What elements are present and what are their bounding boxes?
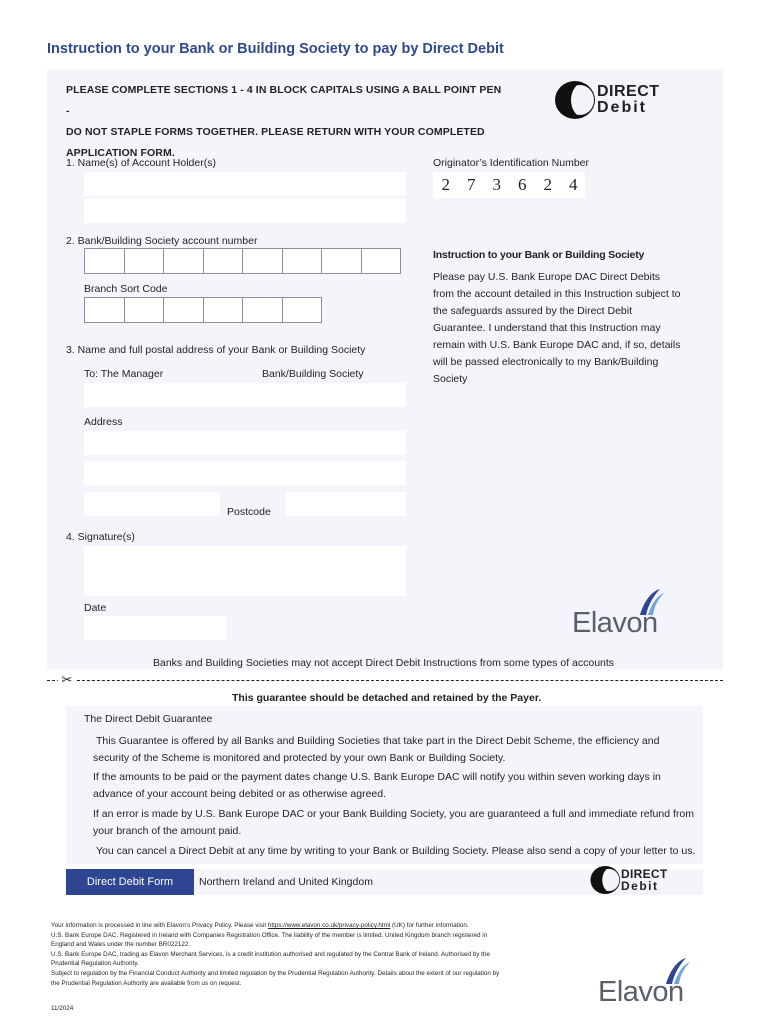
elavon-logo-footer-text: Elavon [598, 976, 684, 1008]
direct-debit-mark-icon [553, 79, 599, 121]
footer-line-3: England and Wales under the number BR022122. [51, 941, 191, 949]
sort-code-digit-box[interactable] [282, 297, 323, 323]
guarantee-paragraph-2: If the amounts to be paid or the payment dates change U.S. Bank Europe DAC will notify you within seven working days in advance of your account being debited or as otherwise agreed. [93, 771, 661, 800]
banks-note: Banks and Building Societies may not accept Direct Debit Instructions from some types of accounts [153, 657, 615, 669]
footer-line-5: Prudential Regulation Authority. [51, 960, 139, 968]
direct-debit-small-line1: DIRECT [621, 867, 668, 881]
sort-code-digit-box[interactable] [242, 297, 283, 323]
address-field-2[interactable] [84, 461, 406, 485]
instructions-line-2: DO NOT STAPLE FORMS TOGETHER. PLEASE RETURN WITH YOUR COMPLETED [66, 126, 485, 138]
guarantee-heading: The Direct Debit Guarantee [84, 713, 213, 725]
footer-text [51, 921, 521, 988]
account-number-digit-box[interactable] [321, 248, 362, 274]
postcode-field[interactable] [286, 492, 406, 516]
section3-label: 3. Name and full postal address of your Bank or Building Society [66, 344, 366, 356]
footer-date-code: 11/2024 [51, 1005, 74, 1012]
originator-digit: 2 [441, 175, 450, 194]
account-number-digit-box[interactable] [242, 248, 283, 274]
footer-line-2: U.S. Bank Europe DAC. Registered in Ireland with Companies Registration Office. The liability of the member is limited. United Kingdom branch registered in [51, 931, 488, 939]
direct-debit-logo-line2: Debit [597, 99, 647, 116]
footer-line-6: Subject to regulation by the Financial Conduct Authority and limited regulation by the Prudential Regulation Authority. Details about the extent of our regulation by [51, 969, 500, 977]
section2-label: 2. Bank/Building Society account number [66, 235, 258, 247]
direct-debit-logo-small [589, 864, 667, 896]
direct-debit-small-line2: Debit [621, 879, 659, 893]
footer-line-1 [51, 921, 521, 931]
direct-debit-logo-line1: DIRECT [597, 83, 660, 100]
account-number-digit-box[interactable] [163, 248, 204, 274]
instruction-heading: Instruction to your Bank or Building Society [433, 249, 645, 261]
direct-debit-mark-icon [589, 864, 623, 896]
to-manager-label: To: The Manager [84, 368, 164, 380]
originator-id-label: Originator’s Identification Number [433, 157, 590, 169]
detach-note: This guarantee should be detached and retained by the Payer. [232, 692, 542, 704]
account-holder-name-field-1[interactable] [84, 172, 406, 196]
form-region-label: Northern Ireland and United Kingdom [199, 876, 373, 888]
direct-debit-form-tab: Direct Debit Form [66, 869, 194, 895]
account-holder-name-field-2[interactable] [84, 199, 406, 223]
instructions-line-3: APPLICATION FORM. [66, 147, 175, 159]
instruction-body: Please pay U.S. Bank Europe DAC Direct Debits from the account detailed in this Instruction subject to the safeguards assured by the Direct Debit Guarantee. I understand that this Instruction may remain with U.S. Bank Europe DAC and, if so, details will be passed electronically to my Bank/Building Society [433, 271, 681, 385]
account-number-boxes [84, 248, 400, 274]
guarantee-paragraph-1: This Guarantee is offered by all Banks and Building Societies that take part in the Direct Debit Scheme, the efficiency and security of the Scheme is monitored and protected by your own Bank or Building Society. [93, 735, 660, 764]
sort-code-label: Branch Sort Code [84, 283, 168, 295]
privacy-policy-link[interactable]: https://www.elavon.co.uk/privacy-policy.html [267, 922, 391, 929]
postcode-label: Postcode [227, 506, 271, 518]
footer-line-1b: (UK) for further information. [390, 922, 469, 929]
originator-id-digits [433, 175, 586, 195]
elavon-logo-footer [598, 956, 710, 1008]
originator-digit: 6 [518, 175, 527, 194]
sort-code-boxes [84, 297, 321, 323]
footer-line-7: the Prudential Regulation Authority are available from us on request. [51, 979, 242, 987]
direct-debit-logo [553, 79, 660, 121]
date-field[interactable] [84, 616, 226, 640]
address-label: Address [84, 416, 123, 428]
elavon-logo [572, 587, 684, 639]
footer-line-4: U.S. Bank Europe DAC, trading as Elavon Merchant Services, is a credit institution authorised and regulated by the Central Bank of Ireland. Authorised by the [51, 950, 490, 958]
signature-field[interactable] [84, 546, 406, 596]
originator-digit: 4 [569, 175, 578, 194]
scissors-icon: ✂ [58, 672, 76, 688]
bank-building-society-label: Bank/Building Society [262, 368, 364, 380]
section4-label: 4. Signature(s) [66, 531, 135, 543]
sort-code-digit-box[interactable] [203, 297, 244, 323]
page-title: Instruction to your Bank or Building Society to pay by Direct Debit [47, 41, 504, 57]
account-number-digit-box[interactable] [124, 248, 165, 274]
account-number-digit-box[interactable] [203, 248, 244, 274]
account-number-digit-box[interactable] [361, 248, 402, 274]
originator-digit: 2 [543, 175, 552, 194]
sort-code-digit-box[interactable] [163, 297, 204, 323]
instructions-line-1: PLEASE COMPLETE SECTIONS 1 - 4 IN BLOCK CAPITALS USING A BALL POINT PEN - [66, 84, 502, 117]
originator-digit: 3 [492, 175, 501, 194]
sort-code-digit-box[interactable] [124, 297, 165, 323]
guarantee-paragraph-3: If an error is made by U.S. Bank Europe DAC or your Bank Building Society, you are guaranteed a full and immediate refund from your branch of the amount paid. [93, 808, 694, 837]
account-number-digit-box[interactable] [84, 248, 125, 274]
section1-label: 1. Name(s) of Account Holder(s) [66, 157, 216, 169]
elavon-logo-text: Elavon [572, 607, 658, 639]
account-number-digit-box[interactable] [282, 248, 323, 274]
originator-digit: 7 [467, 175, 476, 194]
sort-code-digit-box[interactable] [84, 297, 125, 323]
date-label: Date [84, 602, 107, 614]
footer-line-1a: Your information is processed in line with Elavon’s Privacy Policy. Please visit [51, 922, 268, 929]
address-field-1[interactable] [84, 431, 406, 455]
instructions-text [66, 80, 506, 164]
detach-line [47, 680, 723, 681]
bank-name-field[interactable] [84, 383, 406, 407]
address-field-3[interactable] [84, 492, 220, 516]
guarantee-paragraph-4: You can cancel a Direct Debit at any time by writing to your Bank or Building Society. Please also send a copy of your letter to us. [96, 845, 696, 857]
